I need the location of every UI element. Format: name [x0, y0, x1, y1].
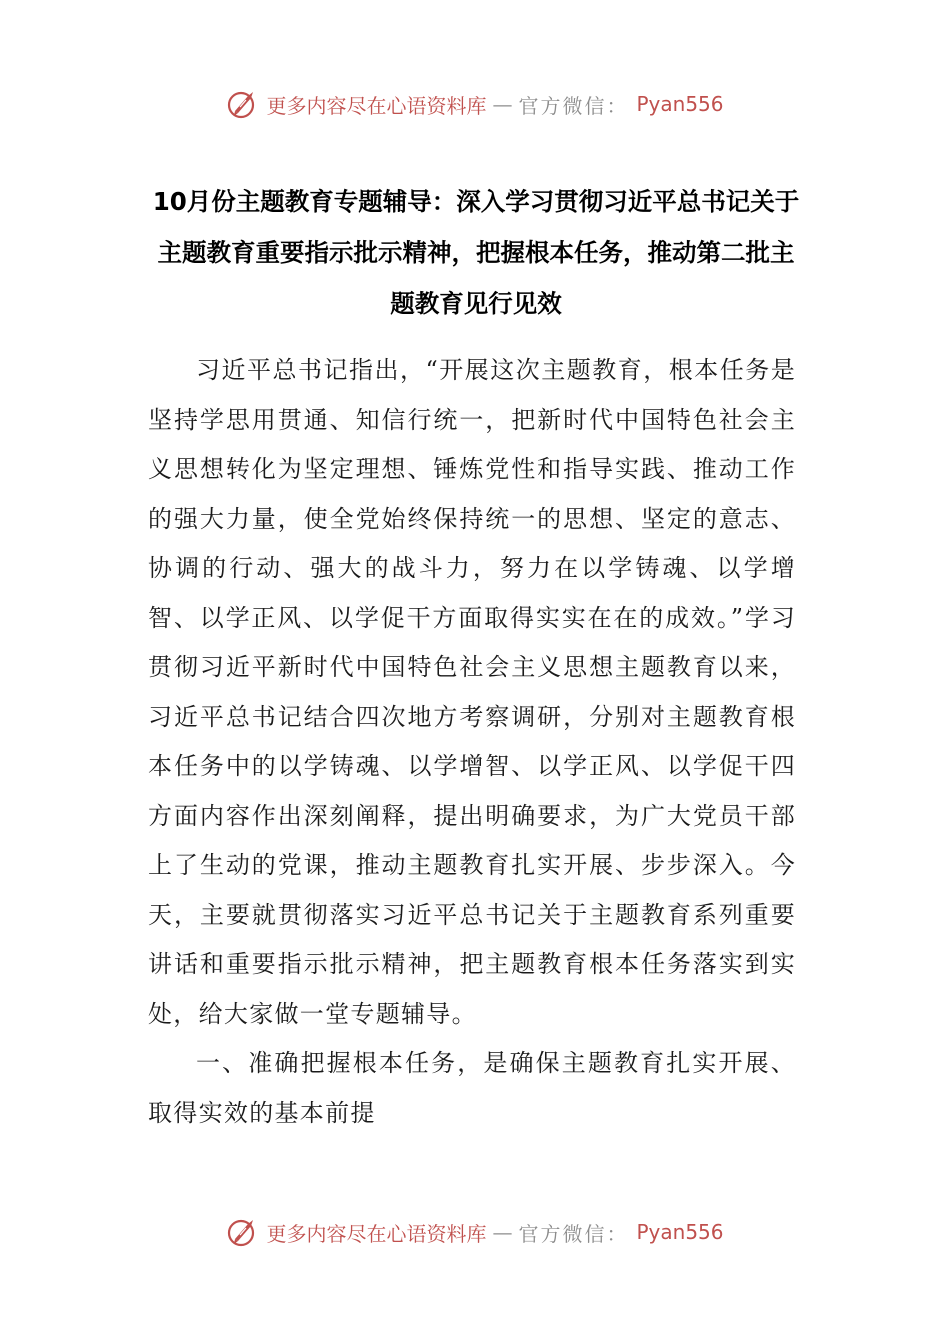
pen-nib-logo-icon: [226, 87, 260, 121]
body-paragraph: 习近平总书记指出，“开展这次主题教育，根本任务是坚持学思用贯通、知信行统一，把新时代中国特色社会主义思想转化为坚定理想、锤炼党性和指导实践、推动工作的强大力量，使全党始终保持统一的思想、坚定的意志、协调的行动、强大的战斗力，努力在以学铸魂、以学增智、以学正风、以学促干方面取得实实在在的成效。”学习贯彻习近平新时代中国特色社会主义思想主题教育以来，习近平总书记结合四次地方考察调研，分别对主题教育根本任务中的以学铸魂、以学增智、以学正风、以学促干四方面内容作出深刻阐释，提出明确要求，为广大党员干部上了生动的党课，推动主题教育扎实开展、步步深入。今天，主要就贯彻落实习近平总书记关于主题教育系列重要讲话和重要指示批示精神，把主题教育根本任务落实到实处，给大家做一堂专题辅导。: [148, 356, 796, 1028]
document-title: 10月份主题教育专题辅导：深入学习贯彻习近平总书记关于主题教育重要指示批示精神，把握根本任务，推动第二批主题教育见行见效: [152, 187, 800, 318]
section-heading: 一、准确把握根本任务，是确保主题教育扎实开展、取得实效的基本前提: [148, 1049, 796, 1127]
footer-contact-id: Pyan556: [636, 1220, 724, 1244]
footer-banner: [0, 1212, 950, 1252]
footer-separator: —: [492, 1220, 513, 1244]
footer-brand-text: 更多内容尽在心语资料库: [266, 1221, 487, 1246]
header-brand-text: 更多内容尽在心语资料库: [266, 93, 487, 118]
header-contact-label: 官方微信：: [518, 93, 629, 118]
header-separator: —: [492, 92, 513, 116]
header-contact-id: Pyan556: [636, 92, 724, 116]
pen-nib-logo-icon: [226, 1215, 260, 1249]
header-banner: [0, 84, 950, 124]
document-body: [148, 346, 796, 1138]
footer-contact-label: 官方微信：: [518, 1221, 629, 1246]
